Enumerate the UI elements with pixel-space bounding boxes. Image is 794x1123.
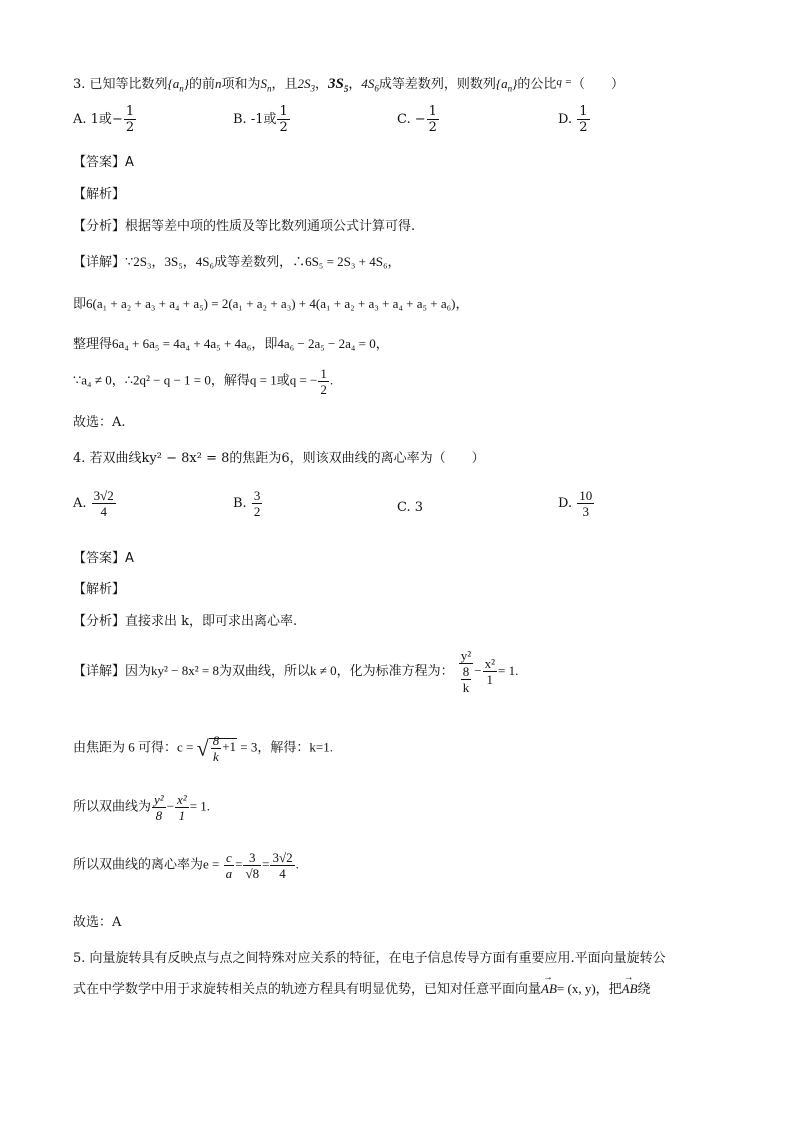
- q3-option-d-frac: $\frac{1}{2}$: [579, 104, 588, 135]
- q4-std-inner-frac: $\frac{8}{k}$: [462, 664, 470, 695]
- q3-detail-3: 整理得6a₄ + 6a₅ = 4a₄ + 4a₅ + 4a₆，即4a₆ − 2a₅ − 2a₄ = 0，: [73, 336, 389, 351]
- q5-line-2-text: 式在中学数学中用于求旋转相关点的轨迹方程具有明显优势，已知对任意平面向量: [73, 982, 542, 997]
- q3-option-b-prefix: B. -1或: [233, 112, 277, 127]
- q4-option-d: [558, 488, 595, 519]
- q3-stem-text-d: ，且: [271, 77, 298, 92]
- q4-detail-4: 所以双曲线的离心率为e = $\frac{c}{a}$ = $\frac{3}{√8}$ = $\frac{3√2}{4}$ .: [73, 850, 299, 881]
- q4-std-rest: = 1: [498, 663, 516, 678]
- q3-option-a: [73, 104, 137, 135]
- q3-stem: [73, 73, 624, 94]
- q3-term-1: $2S_3$: [297, 76, 316, 94]
- q4-detail-2-text: 由焦距为 6 可得：c =: [73, 739, 194, 755]
- q4-option-b-prefix: B.: [233, 496, 247, 511]
- q4-detail-2-rest: = 3，解得：k=1.: [240, 739, 333, 755]
- q4-detail-2: 由焦距为 6 可得：c = √ $\frac{8}{k}$ +1 = 3，解得：k=1.: [73, 733, 333, 764]
- q4-ecc-frac-1: $\frac{c}{a}$: [225, 850, 233, 881]
- q3-stem-text-c: 项和为: [221, 77, 261, 92]
- q4-focal-frac: $\frac{8}{k}$: [212, 733, 220, 764]
- q3-n: n: [214, 76, 222, 91]
- q3-option-c-frac: $\frac{1}{2}$: [428, 104, 437, 135]
- q3-stem-text-f: 的公比: [517, 77, 557, 92]
- q3-term-3: $4S_6$: [361, 76, 379, 94]
- q4-detail-1: 【详解】因为ky² − 8x² = 8为双曲线，所以k ≠ 0，化为标准方程为： $\frac{\text{y²}}{\frac{8}{k}}$ − $\frac{\text{x²}}{1}$ = 1.: [73, 648, 519, 695]
- q3-option-d: [558, 104, 591, 135]
- q4-option-b-frac: $\frac{3}{2}$: [253, 488, 261, 519]
- q3-option-c: [397, 104, 440, 135]
- q4-focal-inner: +1: [222, 739, 237, 755]
- q3-stem-text-b: 的前: [188, 77, 215, 92]
- q3-detail-4: [73, 366, 333, 397]
- q3-detail-4-frac: $\frac{1}{2}$: [320, 366, 327, 397]
- q3-detail-4-text: ∵a₄ ≠ 0，∴2q² − q − 1 = 0，解得q = 1或q = −: [73, 372, 318, 388]
- q4-std-period: .: [515, 663, 519, 678]
- q4-stem-text: 若双曲线ky² − 8x² = 8的焦距为6，则该双曲线的离心率为（ ）: [89, 451, 485, 466]
- q4-option-d-frac: $\frac{10}{3}$: [579, 488, 593, 519]
- q3-number: 3.: [73, 77, 86, 92]
- q3-term-2: $3S_5$: [328, 76, 349, 94]
- q4-detail-1-text: 因为ky² − 8x² = 8为双曲线，所以k ≠ 0，化为标准方程为：: [125, 663, 454, 678]
- q3-seq: $\{a_n\}$: [167, 76, 189, 94]
- q4-detail-3-rest: = 1.: [189, 798, 211, 814]
- q4-option-c: C. 3: [397, 500, 424, 515]
- q4-option-a-frac: $\frac{3√2}{4}$: [93, 488, 114, 519]
- q5-line-2: [73, 972, 651, 997]
- q4-detail-tag: 【详解】: [73, 664, 126, 679]
- q3-option-b: [233, 104, 291, 135]
- q5-line-1: 5. 向量旋转具有反映点与点之间特殊对应关系的特征，在电子信息传导方面有重要应用.平面向量旋转公: [73, 951, 666, 966]
- q4-ecc-frac-3: $\frac{3√2}{4}$: [272, 850, 293, 881]
- q3-sn: $S_n$: [260, 76, 272, 94]
- q5-line-2-vec-eq: = (x, y)，把: [556, 981, 622, 996]
- q4-analysis-title: 【解析】: [73, 582, 126, 597]
- q3-answer: 【答案】A: [73, 155, 134, 170]
- q3-detail-2: 即6(a₁ + a₂ + a₃ + a₄ + a₅) = 2(a₁ + a₂ + a₃) + 4(a₁ + a₂ + a₃ + a₄ + a₅ + a₆)，: [73, 296, 469, 311]
- q3-option-c-prefix: C.: [397, 112, 411, 127]
- q4-option-a-prefix: A.: [73, 496, 87, 511]
- q5-vector-ab-2: → AB: [621, 972, 638, 996]
- q3-stem-text-a: 已知等比数列: [89, 77, 168, 92]
- q4-option-b: [233, 488, 263, 519]
- q4-analysis: 【分析】直接求出 k，即可求出离心率.: [73, 614, 298, 629]
- q3-analysis: 【分析】根据等差中项的性质及等比数列通项公式计算可得.: [73, 219, 416, 234]
- q3-option-a-frac: $\frac{1}{2}$: [125, 104, 135, 135]
- q4-answer: 【答案】A: [73, 551, 134, 566]
- q4-ecc-period: .: [295, 856, 299, 872]
- q4-detail-4-text: 所以双曲线的离心率为e =: [73, 856, 220, 872]
- q5-vector-ab: → AB: [541, 972, 557, 996]
- q3-option-c-sign: −: [414, 112, 426, 127]
- q3-seq-2: $\{a_n\}$: [495, 76, 518, 94]
- q3-paren: （ ）: [572, 77, 625, 92]
- q4-number: 4.: [73, 451, 86, 466]
- q3-option-d-prefix: D.: [558, 112, 573, 127]
- q4-option-d-prefix: D.: [558, 496, 573, 511]
- q3-detail-4-period: .: [329, 372, 334, 388]
- q4-option-a: [73, 488, 117, 519]
- q3-option-b-frac: $\frac{1}{2}$: [279, 104, 288, 135]
- q3-detail-1: [73, 251, 401, 270]
- q4-std-frac-1-den: [459, 664, 474, 695]
- q3-option-a-sign: −: [111, 112, 123, 127]
- q4-detail-3: 所以双曲线为 $\frac{\text{y²}}{8}$ − $\frac{\text{x²}}{1}$ = 1.: [73, 792, 211, 823]
- q4-final-frac-2: $\frac{\text{x²}}{1}$: [177, 792, 187, 823]
- q4-detail-3-text: 所以双曲线为: [73, 798, 152, 814]
- q3-sep-1: ，: [315, 77, 329, 92]
- q4-std-frac-2: $\frac{\text{x²}}{1}$: [484, 656, 495, 687]
- q4-choose: 故选：A: [73, 915, 122, 930]
- q4-stem: [73, 447, 485, 466]
- q3-option-a-prefix: A. 1或: [73, 112, 112, 127]
- q3-q: q =: [556, 76, 573, 88]
- q3-stem-text-e: 成等差数列，则数列: [378, 77, 496, 92]
- q4-std-frac-1: $\frac{\text{y²}}{\frac{8}{k}}$: [459, 648, 474, 695]
- q3-sep-2: ，: [348, 77, 362, 92]
- q4-final-frac-1: $\frac{\text{y²}}{8}$: [154, 792, 164, 823]
- q3-analysis-title: 【解析】: [73, 187, 126, 202]
- q3-detail-tag: 【详解】: [73, 255, 126, 270]
- q3-choose: 故选：A.: [73, 415, 126, 430]
- q4-ecc-frac-2: $\frac{3}{√8}$: [245, 850, 260, 881]
- q3-detail-1-text: ∵2S₃，3S₅，4S₆成等差数列，∴6S₅ = 2S₃ + 4S₆，: [125, 254, 401, 269]
- q5-line-2-end: 绕: [637, 982, 651, 997]
